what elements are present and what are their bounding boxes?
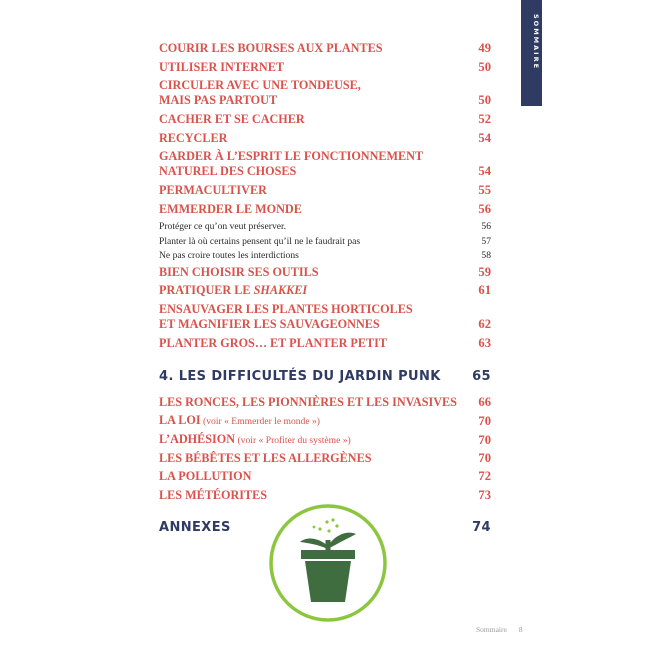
toc-entry-title: PLANTER GROS… ET PLANTER PETIT	[159, 336, 387, 350]
toc-entry[interactable]	[159, 265, 491, 280]
toc-entry-title: BIEN CHOISIR SES OUTILS	[159, 265, 319, 279]
toc-subentry-title: Planter là où certains pensent qu’il ne le faudrait pas	[159, 236, 361, 247]
toc-subentry[interactable]	[159, 235, 491, 248]
toc-entry-page: 73	[478, 488, 491, 502]
toc-entry-title: LA POLLUTION	[159, 469, 252, 483]
toc-entry-page: 70	[478, 414, 491, 428]
section-title: ANNEXES	[159, 520, 231, 535]
toc-entry[interactable]	[159, 60, 491, 75]
toc-entry[interactable]	[159, 131, 491, 146]
toc-entry-page: 66	[478, 395, 491, 409]
toc-entry[interactable]	[159, 78, 491, 108]
toc-entry[interactable]	[159, 183, 491, 198]
toc-entry-page: 56	[478, 202, 491, 216]
toc-entry-note: (voir « Profiter du système »)	[235, 435, 351, 446]
footer-page-number: 8	[518, 625, 523, 634]
toc-entry[interactable]	[159, 302, 491, 332]
toc-entry[interactable]	[159, 395, 491, 410]
sommaire-tab-label: SOMMAIRE	[532, 14, 540, 71]
section-page: 74	[472, 520, 491, 535]
toc-entry-page: 50	[478, 93, 491, 107]
toc-entry-title-prefix: PRATIQUER LE	[159, 283, 254, 297]
toc-entry-title: COURIR LES BOURSES AUX PLANTES	[159, 41, 383, 55]
toc-entry-title	[159, 413, 491, 429]
toc-entry-title: LES MÉTÉORITES	[159, 488, 268, 502]
toc-entry-page: 72	[478, 469, 491, 483]
toc-entry-page: 52	[478, 112, 491, 126]
toc-entry-title: RECYCLER	[159, 131, 228, 145]
page-footer	[476, 625, 523, 634]
toc-entry-note: (voir « Emmerder le monde »)	[200, 416, 321, 427]
toc-subentry-title: Protéger ce qu’on veut préserver.	[159, 221, 287, 232]
toc-entry-page: 70	[478, 433, 491, 447]
toc-entry-title-text: LA LOI	[159, 413, 201, 427]
toc-entry-title	[159, 283, 491, 298]
sommaire-tab[interactable]	[521, 0, 542, 106]
toc-entry-page: 50	[478, 60, 491, 74]
toc-entry-title: GARDER À L’ESPRIT LE FONCTIONNEMENT	[159, 149, 424, 163]
toc-entry[interactable]	[159, 283, 491, 298]
toc-entry-page: 55	[478, 183, 491, 197]
section-page: 65	[472, 369, 491, 384]
toc-entry-title: MAIS PAS PARTOUT	[159, 93, 278, 107]
toc-section-heading[interactable]	[159, 368, 491, 386]
toc-subentry-title: Ne pas croire toutes les interdictions	[159, 250, 299, 261]
toc-entry-title: NATUREL DES CHOSES	[159, 164, 297, 178]
toc-entry[interactable]	[159, 41, 491, 56]
toc-entry[interactable]	[159, 149, 491, 179]
toc-entry-page: 54	[478, 164, 491, 178]
toc-entry-page: 54	[478, 131, 491, 145]
toc-entry[interactable]	[159, 202, 491, 217]
footer-section-label: Sommaire	[476, 625, 507, 634]
toc-entry[interactable]	[159, 451, 491, 466]
toc-entry[interactable]	[159, 432, 491, 448]
toc-entry-title-italic: SHAKKEI	[253, 283, 308, 297]
toc-subentry-page: 57	[481, 236, 491, 247]
toc-entry-title: LES BÉBÊTES ET LES ALLERGÈNES	[159, 451, 372, 465]
section-title: 4. LES DIFFICULTÉS DU JARDIN PUNK	[159, 369, 441, 384]
toc-subentry[interactable]	[159, 249, 491, 262]
toc-entry-title	[159, 432, 491, 448]
toc-entry-page: 63	[478, 336, 491, 350]
toc-entry-title: UTILISER INTERNET	[159, 60, 284, 74]
toc-subentry[interactable]	[159, 220, 491, 233]
toc-entry-title: LES RONCES, LES PIONNIÈRES ET LES INVASIVES	[159, 395, 457, 409]
toc-entry-title: EMMERDER LE MONDE	[159, 202, 302, 216]
toc-entry-page: 49	[478, 41, 491, 55]
toc-entry[interactable]	[159, 469, 491, 484]
toc-subentry-page: 58	[481, 250, 491, 261]
toc-entry-title: CIRCULER AVEC UNE TONDEUSE,	[159, 78, 361, 92]
toc-entry-title: PERMACULTIVER	[159, 183, 267, 197]
toc-entry-title: ET MAGNIFIER LES SAUVAGEONNES	[159, 317, 380, 331]
toc-entry[interactable]	[159, 413, 491, 429]
toc-entry[interactable]	[159, 488, 491, 503]
toc-entry-page: 61	[478, 283, 491, 297]
plant-pot-logo-icon	[267, 502, 389, 624]
toc-subentry-page: 56	[481, 221, 491, 232]
toc-entry-page: 70	[478, 451, 491, 465]
toc-entry[interactable]	[159, 112, 491, 127]
toc-entry-page: 62	[478, 317, 491, 331]
toc-entry-title: CACHER ET SE CACHER	[159, 112, 305, 126]
toc-entry-page: 59	[478, 265, 491, 279]
toc-entry-title-text: L’ADHÉSION	[159, 432, 236, 446]
toc-entry[interactable]	[159, 336, 491, 351]
toc-entry-title: ENSAUVAGER LES PLANTES HORTICOLES	[159, 302, 413, 316]
